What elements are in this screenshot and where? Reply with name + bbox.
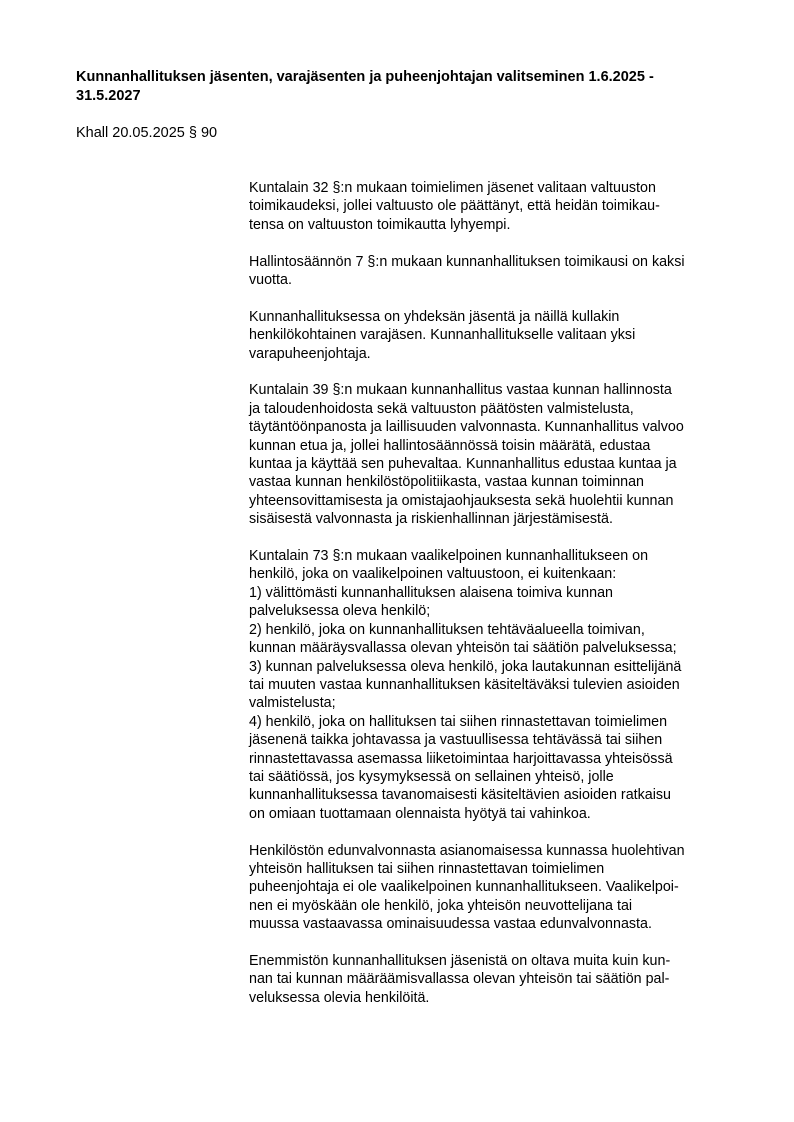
paragraph-line: kuntaa ja käyttää sen puhevaltaa. Kunnanhallitus edustaa kuntaa ja [249,456,677,473]
paragraph-line: yhteensovittamisesta ja omistajaohjauksesta sekä huolehtii kunnan [249,492,674,509]
paragraph-line: toimikaudeksi, jollei valtuusto ole päättänyt, että heidän toimikau- [249,198,660,215]
paragraph-line: tai muuten vastaa kunnanhallituksen käsiteltäväksi tulevien asioiden [249,676,680,693]
paragraph-line: kunnan etua ja, jollei hallintosäännössä toisin määrätä, edustaa [249,437,651,454]
paragraph-line: Hallintosäännön 7 §:n mukaan kunnanhallituksen toimikausi on kaksi [249,253,685,270]
document-title [76,68,736,106]
paragraph-line: palveluksessa oleva henkilö; [249,603,431,620]
paragraph-line: 4) henkilö, joka on hallituksen tai siihen rinnastettavan toimielimen [249,713,668,730]
paragraph-line: sisäisestä valvonnasta ja riskienhallinnan järjestämisestä. [249,511,613,528]
title-line: Kunnanhallituksen jäsenten, varajäsenten ja puheenjohtajan valitseminen 1.6.2025 - [76,69,654,85]
body-paragraph [249,308,744,363]
body-paragraph [249,547,744,823]
paragraph-line: 3) kunnan palveluksessa oleva henkilö, joka lautakunnan esittelijänä [249,658,682,675]
paragraph-line: nen ei myöskään ole henkilö, joka yhteisön neuvottelijana tai [249,897,633,914]
paragraph-line: veluksessa olevia henkilöitä. [249,989,430,1006]
body-paragraph [249,842,744,934]
paragraph-line: jäsenenä taikka johtavassa ja vastuullisessa tehtävässä tai siihen [249,732,663,749]
paragraph-line: Kuntalain 39 §:n mukaan kunnanhallitus vastaa kunnan hallinnosta [249,382,672,399]
paragraph-line: 2) henkilö, joka on kunnanhallituksen tehtäväalueella toimivan, [249,621,645,638]
paragraph-line: ja taloudenhoidosta sekä valtuuston päätösten valmistelusta, [249,400,634,417]
title-line: 31.5.2027 [76,88,141,104]
paragraph-line: henkilö, joka on vaalikelpoinen valtuustoon, ei kuitenkaan: [249,566,617,583]
paragraph-line: tai säätiössä, jos kysymyksessä on sellainen yhteisö, jolle [249,768,614,785]
paragraph-line: Enemmistön kunnanhallituksen jäsenistä on oltava muita kuin kun- [249,952,671,969]
meeting-reference: Khall 20.05.2025 § 90 [76,125,218,141]
paragraph-line: rinnastettavassa asemassa liiketoimintaa harjoittavassa yhteisössä [249,750,673,767]
paragraph-line: henkilökohtainen varajäsen. Kunnanhallitukselle valitaan yksi [249,327,636,344]
paragraph-line: kunnan määräysvallassa olevan yhteisön tai säätiön palveluksessa; [249,640,677,657]
paragraph-line: on omiaan tuottamaan olennaista hyötyä tai vahinkoa. [249,805,591,822]
paragraph-line: varapuheenjohtaja. [249,345,371,362]
paragraph-line: 1) välittömästi kunnanhallituksen alaisena toimiva kunnan [249,584,613,601]
paragraph-line: Henkilöstön edunvalvonnasta asianomaisessa kunnassa huolehtivan [249,842,685,859]
paragraph-line: vastaa kunnan henkilöstöpolitiikasta, vastaa kunnan toiminnan [249,474,645,491]
paragraph-line: tensa on valtuuston toimikautta lyhyempi. [249,216,511,233]
paragraph-line: nan tai kunnan määräämisvallassa olevan yhteisön tai säätiön pal- [249,971,670,988]
body-paragraph [249,179,744,234]
paragraph-line: Kuntalain 73 §:n mukaan vaalikelpoinen kunnanhallitukseen on [249,548,649,565]
paragraph-line: Kuntalain 32 §:n mukaan toimielimen jäsenet valitaan valtuuston [249,180,656,196]
paragraph-line: vuotta. [249,272,292,289]
paragraph-line: valmistelusta; [249,695,336,712]
paragraph-line: puheenjohtaja ei ole vaalikelpoinen kunnanhallitukseen. Vaalikelpoi- [249,879,679,896]
body-paragraph [249,253,744,290]
paragraph-line: yhteisön hallituksen tai siihen rinnastettavan toimielimen [249,860,605,877]
body-paragraph [249,381,744,528]
document-body [249,179,744,1026]
paragraph-line: kunnanhallituksessa tavanomaisesti käsiteltävien asioiden ratkaisu [249,787,671,804]
paragraph-line: Kunnanhallituksessa on yhdeksän jäsentä ja näillä kullakin [249,308,620,325]
paragraph-line: täytäntöönpanosta ja laillisuuden valvonnasta. Kunnanhallitus valvoo [249,419,684,436]
paragraph-line: muussa vastaavassa ominaisuudessa vastaa edunvalvonnasta. [249,916,652,933]
body-paragraph [249,952,744,1007]
